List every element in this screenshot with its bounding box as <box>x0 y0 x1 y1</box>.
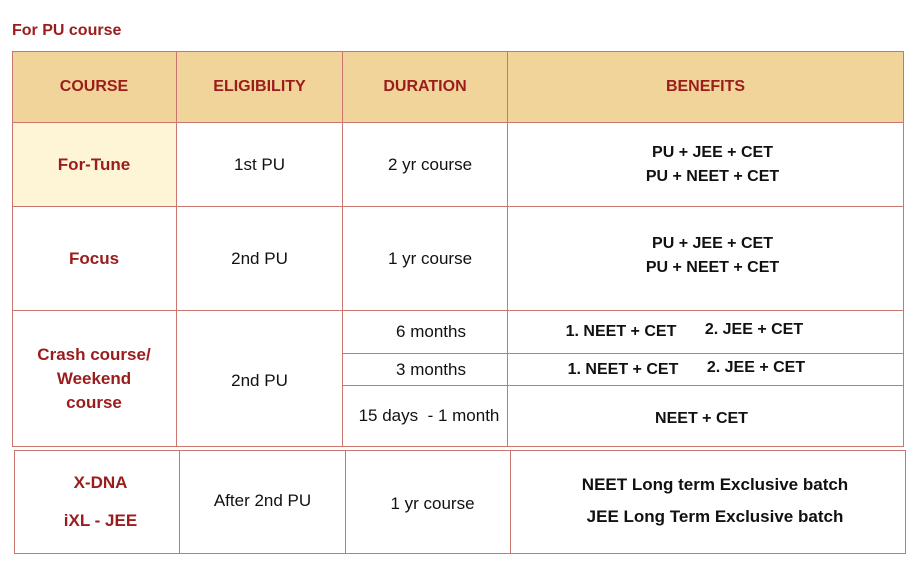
benefit-3m-2: 2. JEE + CET <box>706 358 806 376</box>
eligibility-crash: 2nd PU <box>231 371 288 390</box>
course-ixl-jee: iXL - JEE <box>63 511 138 530</box>
course-xdna: X-DNA <box>73 473 128 492</box>
benefit-15-days: NEET + CET <box>655 410 748 427</box>
duration-3-months: 3 months <box>396 359 466 379</box>
benefit-6m-2: 2. JEE + CET <box>704 321 804 338</box>
col-header-course: COURSE <box>59 78 129 95</box>
benefit-line: PU + JEE + CET <box>652 235 773 252</box>
benefit-3m-1: 1. NEET + CET <box>567 360 679 378</box>
course-name-line: course <box>66 392 122 412</box>
duration-for-tune: 2 yr course <box>387 154 473 174</box>
benefit-line: PU + NEET + CET <box>645 167 780 185</box>
col-header-duration: DURATION <box>383 78 467 95</box>
benefit-6m-1: 1. NEET + CET <box>565 323 677 340</box>
benefit-line: JEE Long Term Exclusive batch <box>586 507 844 526</box>
course-name-line: Weekend <box>56 368 132 388</box>
benefits-focus <box>515 207 910 305</box>
benefits-xdna <box>515 451 915 551</box>
duration-6-months: 6 months <box>396 322 466 341</box>
benefit-line: PU + JEE + CET <box>652 143 773 161</box>
col-header-eligibility: ELIGIBILITY <box>213 78 306 95</box>
eligibility-focus: 2nd PU <box>231 248 288 268</box>
course-for-tune: For-Tune <box>57 154 131 174</box>
eligibility-for-tune: 1st PU <box>233 154 286 174</box>
col-header-benefits: BENEFITS <box>665 78 746 95</box>
benefit-line: PU + NEET + CET <box>645 259 780 276</box>
course-crash-weekend <box>12 311 176 446</box>
duration-focus: 1 yr course <box>387 248 473 268</box>
course-focus: Focus <box>68 248 120 268</box>
duration-15-days: 15 days - 1 month <box>358 406 500 425</box>
benefits-for-tune <box>515 123 910 206</box>
duration-xdna: 1 yr course <box>390 494 475 513</box>
page-heading: For PU course <box>12 22 122 39</box>
course-name-line: Crash course/ <box>37 344 151 364</box>
benefit-line: NEET Long term Exclusive batch <box>581 475 849 494</box>
eligibility-after-2nd-pu: After 2nd PU <box>213 491 312 510</box>
